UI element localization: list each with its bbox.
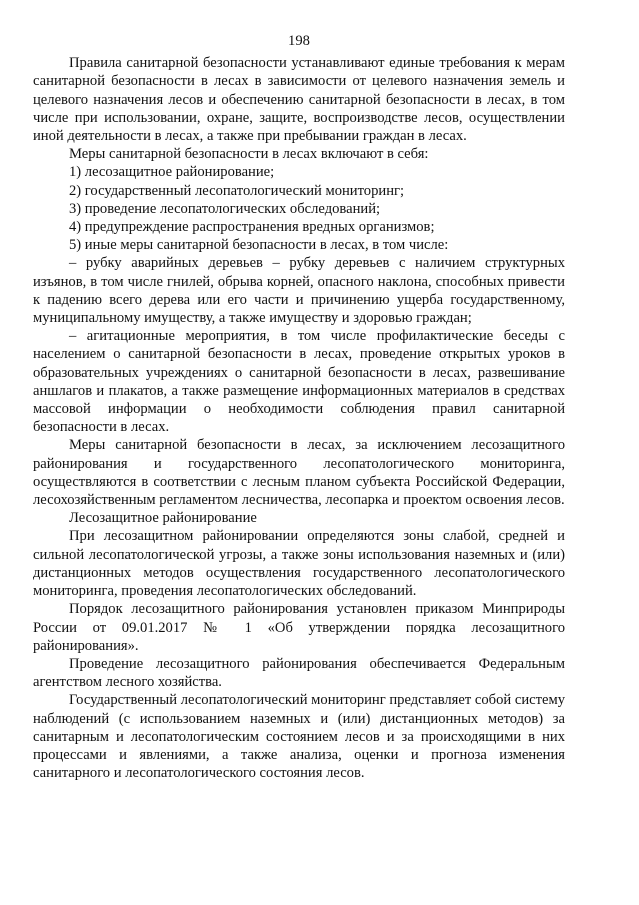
section-heading-zoning: Лесозащитное районирование	[69, 510, 257, 527]
document-page	[33, 32, 565, 782]
list-item-2: 2) государственный лесопатологический мониторинг;	[69, 182, 405, 199]
paragraph-zoning-agency: Проведение лесозащитного районирования обеспечивается Федеральным агентством лесного хозяйства.	[33, 655, 565, 691]
list-item-5: 5) иные меры санитарной безопасности в лесах, в том числе:	[69, 237, 449, 254]
dash-item-emergency-trees: – рубку аварийных деревьев – рубку деревьев с наличием структурных изъянов, в том числе гнилей, обрыва корней, опасного наклона, способных привести к падению всего дерева или его части и причинению ущерба государственному, муниципальному имуществу, а также имуществу и здоровью граждан;	[33, 255, 565, 327]
paragraph-rules-intro: Правила санитарной безопасности устанавливают единые требования к мерам санитарной безопасности в лесах в зависимости от целевого назначения земель и целевого назначения лесов и обеспечению санитарной безопасности в лесах, в том числе при использовании, охране, защите, воспроизводстве лесов, осуществлении иной деятельности в лесах, а также при пребывании граждан в лесах.	[33, 55, 565, 145]
paragraph-monitoring: Государственный лесопатологический мониторинг представляет собой систему наблюдений (с использованием наземных и (или) дистанционных методов) за санитарным и лесопатологическим состоянием лесов и за происходящими в них процессами и явлениями, а также анализа, оценки и прогноза изменения санитарного и лесопатологического состояния лесов.	[33, 692, 566, 782]
paragraph-zoning-zones: При лесозащитном районировании определяются зоны слабой, средней и сильной лесопатологической угрозы, а также зоны использования наземных и (или) дистанционных методов осуществления государственного лесопатологического мониторинга, проведения лесопатологических обследований.	[33, 528, 565, 600]
dash-item-campaign: – агитационные мероприятия, в том числе профилактические беседы с населением о санитарной безопасности в лесах, проведение открытых уроков в образовательных учреждениях о санитарной безопасности в лесах, развешивание аншлагов и плакатов, а также размещение информационных материалов в средствах массовой информации о необходимости соблюдения правил санитарной безопасности в лесах.	[33, 328, 565, 436]
list-item-1: 1) лесозащитное районирование;	[69, 164, 275, 181]
paragraph-measures-heading: Меры санитарной безопасности в лесах включают в себя:	[69, 146, 429, 163]
paragraph-measures-exceptions: Меры санитарной безопасности в лесах, за исключением лесозащитного районирования и государственного лесопатологического мониторинга, осуществляются в соответствии с лесным планом субъекта Российской Федерации, лесохозяйственным регламентом лесничества, лесопарка и проектом освоения лесов.	[33, 437, 565, 509]
paragraph-zoning-order: Порядок лесозащитного районирования установлен приказом Минприроды России от 09.01.2017 № 1 «Об утверждении порядка лесозащитного районирования».	[33, 601, 565, 654]
page-number: 198	[288, 33, 310, 49]
list-item-4: 4) предупреждение распространения вредных организмов;	[69, 219, 435, 236]
list-item-3: 3) проведение лесопатологических обследований;	[69, 200, 381, 217]
